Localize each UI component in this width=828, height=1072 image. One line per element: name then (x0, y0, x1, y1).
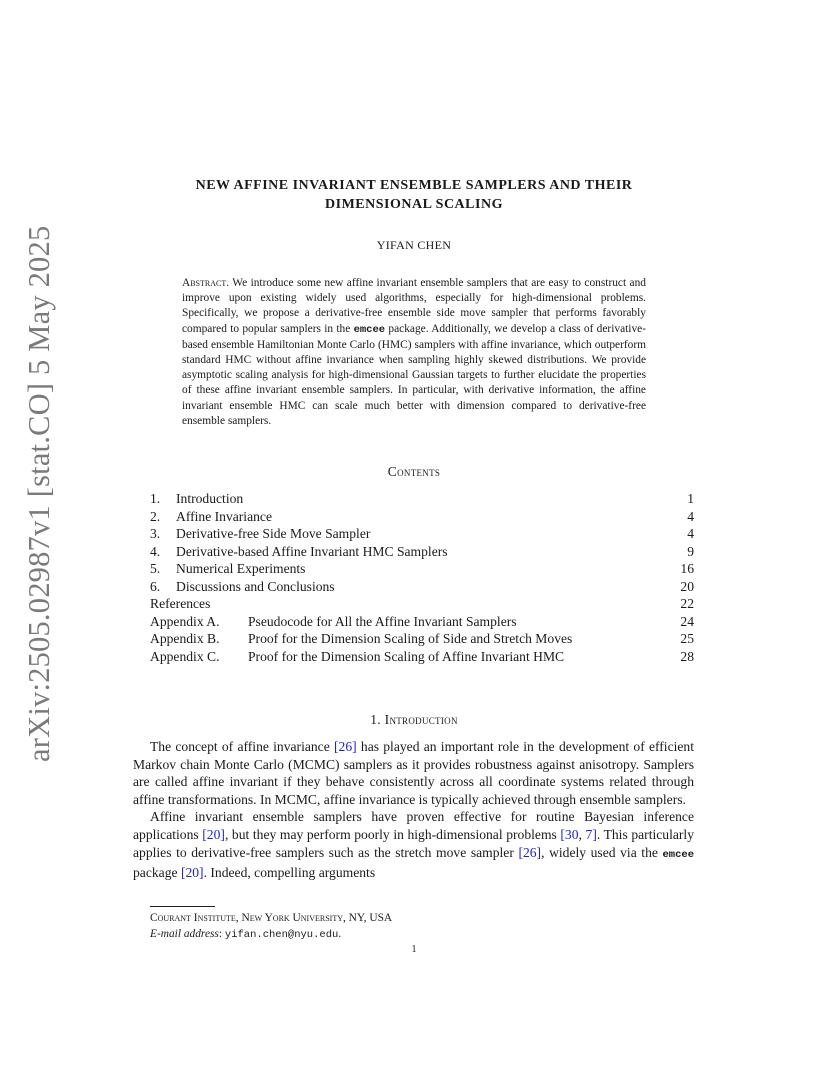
page-number: 1 (411, 944, 417, 955)
email-label: E-mail address (150, 927, 219, 940)
text-run: . Indeed, compelling arguments (203, 865, 376, 881)
toc-entry-page: 1 (687, 491, 694, 506)
text-run: , but they may perform poorly in high-dimensional problems (224, 826, 561, 842)
abstract-code-emcee: emcee (353, 323, 386, 336)
email-address[interactable]: yifan.chen@nyu.edu (224, 928, 339, 941)
paragraph-1 (133, 738, 694, 808)
toc-entry-title: Derivative-free Side Move Sampler (176, 526, 371, 541)
toc-entry-title: Numerical Experiments (176, 561, 306, 576)
title-line-2: DIMENSIONAL SCALING (325, 197, 503, 212)
author-name: YIFAN CHEN (376, 238, 452, 252)
toc-entry-page: 22 (680, 596, 694, 611)
toc-entry-number: Appendix C. (150, 648, 220, 664)
author-footnote (150, 911, 392, 943)
toc-entry-page: 16 (680, 561, 694, 576)
text-run: The concept of affine invariance (150, 739, 334, 754)
toc-entry-title: Discussions and Conclusions (176, 578, 335, 594)
toc-entry-number: 4. (150, 543, 161, 559)
toc-entry-number: Appendix B. (150, 631, 220, 646)
toc-entry-references[interactable] (150, 595, 694, 613)
text-run: has played an important role in the development of efficient Markov chain Monte Carlo (MCMC) samplers as it provides robustness against anisotropy. Samplers are called affine invariant if they behave consistently across all coordinate systems related through affine transformations. In MCMC, affine invariance is typically achieved through ensemble samplers. (133, 739, 694, 807)
toc-entry-page: 4 (687, 526, 694, 541)
toc-entry-page: 25 (680, 631, 694, 646)
author-affiliation: Courant Institute, New York University, NY, USA (150, 912, 393, 924)
arxiv-identifier-stamp: arXiv:2505.02987v1 [stat.CO] 5 May 2025 (22, 225, 56, 762)
toc-entry-page: 20 (680, 578, 694, 594)
abstract (182, 276, 646, 429)
abstract-text-1: We introduce some new affine invariant ensemble samplers that are easy to construct and improve upon existing widely used algorithms, especially for high-dimensional problems. Specifically, we propose a derivative-free ensemble side move sampler that performs favorably compared to popular samplers in the (182, 277, 646, 335)
code-emcee: emcee (662, 848, 694, 861)
email-separator: : (218, 927, 225, 940)
text-run: Affine invariant ensemble samplers have proven effective for routine Bayesian inference applications (133, 809, 694, 842)
toc-entry-title: Derivative-based Affine Invariant HMC Samplers (176, 543, 448, 559)
citation-link[interactable]: [20] (180, 865, 204, 881)
section-number: 1. (370, 712, 381, 727)
abstract-text-2: package. Additionally, we develop a class of derivative-based ensemble Hamiltonian Monte Carlo (HMC) samplers with affine invariance, which outperform standard HMC without affine invariance when sampling highly skewed distributions. We provide asymptotic scaling analysis for high-dimensional Gaussian targets to further elucidate the properties of these affine invariant ensemble samplers. In particular, with derivative information, the affine invariant ensemble HMC can scale much better with dimension compared to derivative-free ensemble samplers. (182, 322, 646, 427)
toc-entry-discussions[interactable] (150, 578, 694, 596)
citation-link[interactable]: 7] (585, 826, 597, 842)
toc-entry-number: 5. (150, 561, 161, 576)
footnote-divider (150, 906, 215, 907)
toc-entry-title: Affine Invariance (176, 508, 272, 524)
toc-entry-numerical-experiments[interactable] (150, 560, 694, 578)
citation-link[interactable]: [26] (518, 844, 542, 860)
toc-entry-number: 2. (150, 508, 161, 524)
text-run: , (578, 826, 586, 842)
paragraph-2 (133, 808, 694, 881)
toc-entry-page: 24 (680, 613, 694, 629)
title-line-1: NEW AFFINE INVARIANT ENSEMBLE SAMPLERS AND THEIR (195, 178, 633, 193)
toc-entry-title: Pseudocode for All the Affine Invariant Samplers (248, 613, 517, 629)
toc-entry-page: 9 (687, 543, 694, 559)
toc-entry-affine-invariance[interactable] (150, 508, 694, 526)
introduction-body (133, 738, 694, 882)
toc-entry-side-move-sampler[interactable] (150, 525, 694, 543)
abstract-label: Abstract. (182, 277, 230, 289)
text-run: , widely used via the (541, 844, 663, 860)
toc-entry-number: 1. (150, 491, 161, 506)
toc-entry-appendix-b[interactable] (150, 630, 694, 648)
section-title: Introduction (384, 712, 458, 727)
toc-entry-hmc-samplers[interactable] (150, 543, 694, 561)
table-of-contents (150, 490, 694, 665)
toc-entry-title: Introduction (176, 491, 244, 506)
toc-entry-title: Proof for the Dimension Scaling of Side and Stretch Moves (248, 631, 573, 646)
section-heading-introduction (0, 712, 828, 728)
toc-entry-appendix-a[interactable] (150, 613, 694, 631)
paper-title (100, 176, 728, 214)
citation-link[interactable]: [20] (202, 826, 225, 842)
citation-link[interactable]: [26] (334, 739, 357, 754)
toc-entry-introduction[interactable] (150, 490, 694, 508)
text-run: package (133, 865, 181, 881)
author-email-line (150, 927, 392, 944)
toc-entry-page: 4 (687, 508, 694, 524)
email-end: . (338, 927, 342, 940)
contents-heading: Contents (387, 464, 441, 479)
toc-entry-page: 28 (680, 648, 694, 664)
toc-entry-title: Proof for the Dimension Scaling of Affine Invariant HMC (248, 648, 565, 664)
toc-entry-appendix-c[interactable] (150, 648, 694, 666)
text-run: . This particularly applies to derivative-free samplers such as the stretch move sampler (133, 826, 694, 860)
toc-entry-number: 6. (150, 578, 161, 594)
toc-entry-number: 3. (150, 526, 161, 541)
toc-entry-title: References (150, 596, 211, 611)
toc-entry-number: Appendix A. (150, 613, 220, 629)
citation-link[interactable]: [30 (560, 826, 579, 842)
